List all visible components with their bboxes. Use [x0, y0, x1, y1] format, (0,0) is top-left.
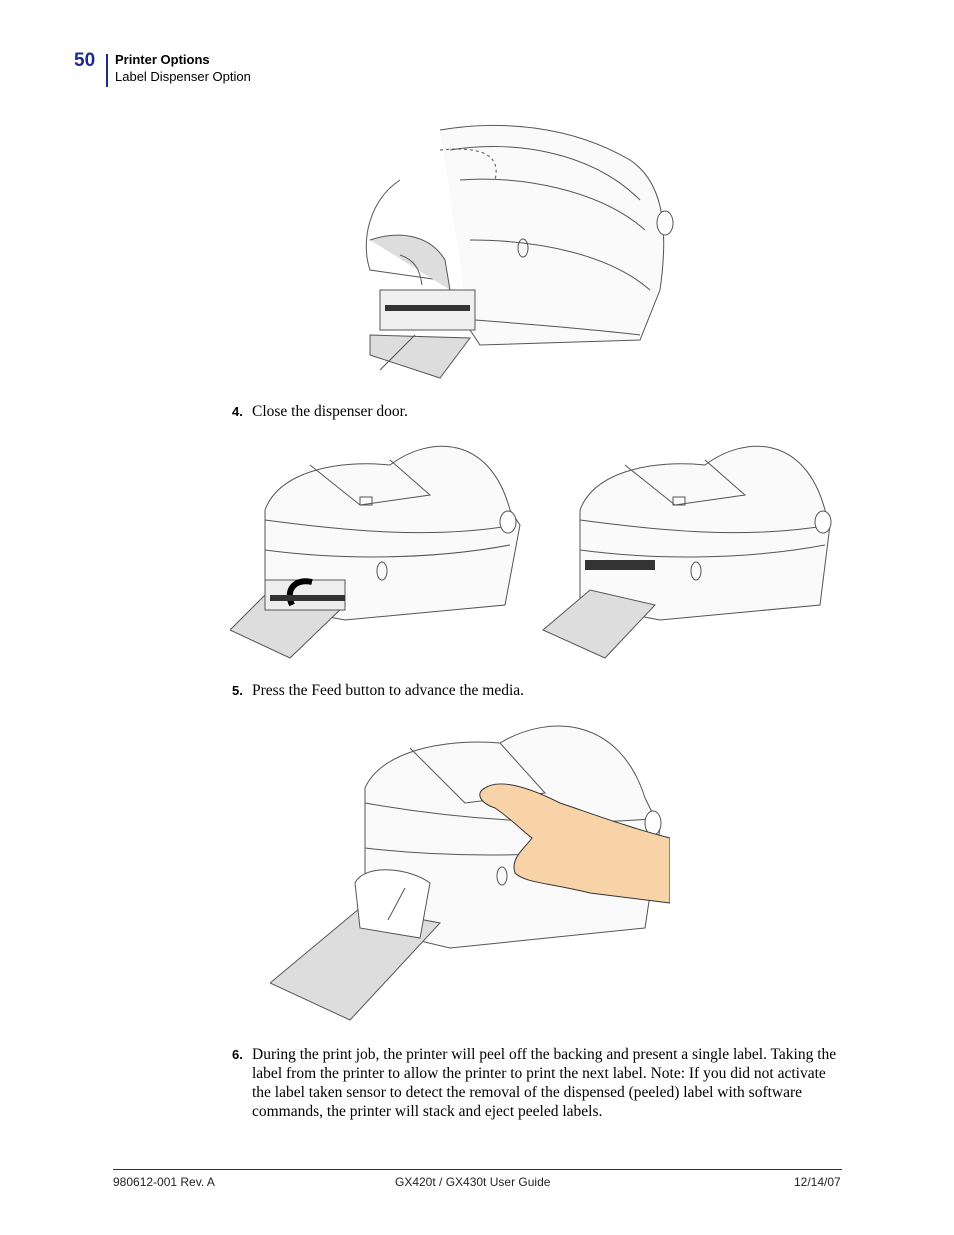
footer-divider — [113, 1169, 842, 1170]
step-number: 4. — [232, 404, 243, 419]
step-text: Close the dispenser door. — [252, 403, 408, 420]
subsection-title: Label Dispenser Option — [115, 69, 251, 84]
page-number: 50 — [74, 50, 96, 71]
printers-illustration — [230, 430, 835, 662]
section-title: Printer Options — [115, 52, 210, 67]
footer-guide-title: GX420t / GX430t User Guide — [395, 1175, 551, 1189]
figure-press-feed — [270, 708, 670, 1023]
footer-date: 12/14/07 — [794, 1175, 841, 1189]
step-number: 6. — [232, 1047, 243, 1062]
header-divider — [106, 54, 108, 87]
step-text: Press the Feed button to advance the media. — [252, 682, 525, 699]
printer-hand-illustration — [270, 708, 670, 1023]
step-6 — [232, 1045, 842, 1121]
figure-media-threading — [340, 120, 680, 382]
footer-doc-number: 980612-001 Rev. A — [113, 1175, 215, 1189]
printer-illustration — [340, 120, 680, 382]
step-number: 5. — [232, 683, 243, 698]
step-5 — [232, 681, 524, 700]
step-4 — [232, 402, 408, 421]
figure-close-door — [230, 430, 835, 662]
step-text: During the print job, the printer will peel off the backing and present a single label. Taking the label from the printer to allow the printer to print the next label. Note: If you did not activate the label taken sensor to detect the removal of the dispensed (peeled) label with software commands, the printer will stack and eject peeled labels. — [252, 1046, 837, 1120]
